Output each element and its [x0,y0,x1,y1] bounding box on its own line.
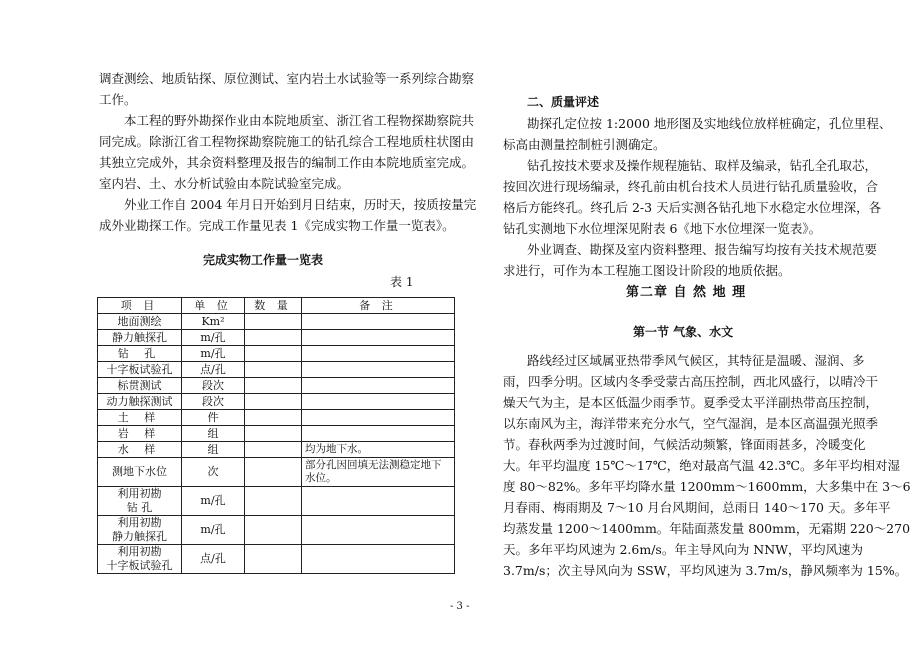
row-unit: 点/孔 [182,362,245,378]
row-quantity [245,394,302,410]
header-note: 备 注 [302,298,455,314]
climate-line-8: 月春雨、梅雨期及 7～10 月台风期间，总雨日 140～170 天。多年平 [503,500,891,515]
section-title: 第一节 气象、水文 [633,325,734,339]
header-unit: 单 位 [182,298,245,314]
header-quantity: 数 量 [245,298,302,314]
table-row [98,426,455,442]
row-item: 十字板试验孔 [98,362,182,378]
row-note: 部分孔因回填无法测稳定地下水位。 [302,458,455,487]
table-row [98,458,455,487]
climate-line-7: 度 80～82%。多年平均降水量 1200mm～1600mm，大多集中在 3～6 [503,479,911,494]
row-item: 水 样 [98,442,182,458]
quality-paragraph-3-line-2: 求进行，可作为本工程施工图设计阶段的地质依据。 [503,263,791,278]
row-unit: 组 [182,426,245,442]
row-quantity [245,442,302,458]
quality-heading: 二、质量评述 [527,95,600,109]
chapter-title: 第二章 自 然 地 理 [626,285,747,300]
table-number: 表 1 [390,275,414,289]
row-quantity [245,458,302,487]
row-quantity [245,314,302,330]
row-item: 动力触探测试 [98,394,182,410]
row-quantity [245,362,302,378]
climate-line-9: 均蒸发量 1200～1400mm。年陆面蒸发量 800mm，无霜期 220～270 [503,521,911,536]
quality-paragraph-2-line-2: 按回次进行现场编录，终孔前由机台技术人员进行钻孔质量验收，合 [503,179,879,194]
row-unit: 段次 [182,394,245,410]
row-note [302,410,455,426]
row-unit: 组 [182,442,245,458]
row-item: 利用初勘 钻 孔 [98,487,182,516]
left-paragraph-2-line-2: 同完成。除浙江省工程物探勘察院施工的钻孔综合工程地质柱状图由 [99,134,475,149]
row-item: 利用初勘 十字板试验孔 [98,545,182,574]
left-paragraph-3-line-1: 外业工作自 2004 年月日开始到月日结束，历时天，按质按量完 [124,197,477,212]
row-item: 岩 样 [98,426,182,442]
row-unit: 段次 [182,378,245,394]
row-unit: m/孔 [182,346,245,362]
table-row [98,410,455,426]
row-item: 土 样 [98,410,182,426]
row-note [302,346,455,362]
quality-paragraph-2-line-4: 钻孔实测地下水位埋深见附表 6《地下水位埋深一览表》。 [503,221,822,236]
table-header-row [98,298,455,314]
quality-paragraph-1-line-2: 标高由测量控制桩引测确定。 [503,137,666,152]
table-row [98,394,455,410]
row-unit: m/孔 [182,330,245,346]
row-note: 均为地下水。 [302,442,455,458]
row-quantity [245,545,302,574]
row-note [302,394,455,410]
row-unit: 点/孔 [182,545,245,574]
header-item: 项 目 [98,298,182,314]
climate-line-10: 天。多年平均风速为 2.6m/s。年主导风向为 NNW，平均风速为 [503,542,864,557]
row-item: 标贯测试 [98,378,182,394]
row-item: 钻 孔 [98,346,182,362]
row-unit: m/孔 [182,487,245,516]
row-unit: 次 [182,458,245,487]
table-row [98,362,455,378]
table-row [98,330,455,346]
row-note [302,487,455,516]
quality-paragraph-1-line-1: 勘探孔定位按 1:2000 地形图及实地线位放样桩确定，孔位里程、 [527,116,892,131]
table-row [98,516,455,545]
left-paragraph-2-line-1: 本工程的野外勘探作业由本院地质室、浙江省工程物探勘察院共 [124,113,475,128]
row-note [302,362,455,378]
left-paragraph-3-line-2: 成外业勘探工作。完成工作量见表 1《完成实物工作量一览表》。 [99,218,455,233]
quality-paragraph-3-line-1: 外业调查、勘探及室内资料整理、报告编写均按有关技术规范要 [527,242,878,257]
row-item: 静力触探孔 [98,330,182,346]
quality-paragraph-2-line-1: 钻孔按技术要求及操作规程施钻、取样及编录，钻孔全孔取芯， [527,158,878,173]
climate-line-2: 雨，四季分明。区域内冬季受蒙古高压控制，西北风盛行，以晴冷干 [503,374,879,389]
left-paragraph-2-line-4: 室内岩、土、水分析试验由本院试验室完成。 [99,176,350,191]
page-number: - 3 - [450,601,470,612]
row-quantity [245,378,302,394]
table-row [98,487,455,516]
left-paragraph-1-line-1: 调查测绘、地质钻探、原位测试、室内岩土水试验等一系列综合勘察 [99,71,475,86]
row-item: 测地下水位 [98,458,182,487]
row-quantity [245,426,302,442]
row-unit: m/孔 [182,516,245,545]
row-quantity [245,346,302,362]
row-quantity [245,516,302,545]
row-note [302,378,455,394]
quality-paragraph-2-line-3: 格后方能终孔。终孔后 2-3 天后实测各钻孔地下水稳定水位埋深，各 [503,200,882,215]
row-note [302,516,455,545]
row-note [302,426,455,442]
climate-line-3: 燥天气为主，是本区低温少雨季节。夏季受太平洋副热带高压控制， [503,395,879,410]
row-item: 利用初勘 静力触探孔 [98,516,182,545]
row-unit: Km² [182,314,245,330]
climate-line-4: 以东南风为主，海洋带来充分水气，空气湿润，是本区高温强光照季 [503,416,879,431]
row-quantity [245,487,302,516]
table-title: 完成实物工作量一览表 [203,253,324,267]
row-note [302,314,455,330]
workload-table [97,297,455,574]
row-quantity [245,330,302,346]
table-row [98,378,455,394]
row-item: 地面测绘 [98,314,182,330]
table-row [98,314,455,330]
table-row [98,442,455,458]
climate-line-1: 路线经过区域属亚热带季风气候区，其特征是温暖、湿润、多 [527,353,865,368]
climate-line-11: 3.7m/s；次主导风向为 SSW，平均风速为 3.7m/s，静风频率为 15%。 [503,563,908,578]
row-note [302,330,455,346]
left-paragraph-1-line-2: 工作。 [99,92,137,107]
climate-line-6: 大。年平均温度 15℃～17℃，绝对最高气温 42.3℃。多年平均相对湿 [503,458,901,473]
left-paragraph-2-line-3: 其独立完成外，其余资料整理及报告的编制工作由本院地质室完成。 [99,155,475,170]
row-note [302,545,455,574]
row-quantity [245,410,302,426]
climate-line-5: 节。春秋两季为过渡时间，气候活动频繁，锋面雨甚多，冷暖变化 [503,437,866,452]
table-row [98,346,455,362]
row-unit: 件 [182,410,245,426]
table-row [98,545,455,574]
